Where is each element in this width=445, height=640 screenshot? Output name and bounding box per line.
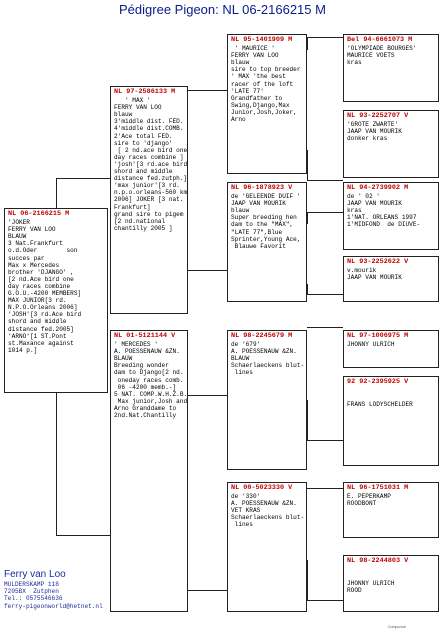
- connector: [307, 37, 343, 38]
- ring-number: NL 00-5023330 V: [231, 484, 293, 492]
- great-grandparent-card: NL 93-2252707 V 'GROTE ZWARTE' JAAP VAN MOURIK donker kras: [343, 110, 439, 178]
- connector: [307, 400, 308, 440]
- footer-credit: Compuclub: [388, 625, 406, 629]
- great-grandparent-card: 92 92-2395925 V FRANS LODYSCHELDER: [343, 376, 439, 466]
- owner-email: ferry-pigeonworld@hetnet.nl: [4, 602, 103, 610]
- connector: [307, 37, 308, 50]
- great-grandparent-card: NL 98-2244803 V JHONNY ULRICH ROOD: [343, 555, 439, 612]
- father-card: NL 97-2586133 M ' MAX ' FERRY VAN LOO blauw 3'middle dist. FED. 4'middle dist.COMB. 2'Ace total FED. sire to 'django' [ 2 nd.ace bird one day races combine ] 'josh'[3 rd.ace bird shord and middle distance fed.zutph.] 'max junior'[3 rd. n.p.o.orleans-560 km 2006] JOKER [3 nat. Frankfurt] grand sire to pigem [2 nd.national chantilly 2005 ]: [110, 86, 188, 314]
- connector: [307, 600, 343, 601]
- connector: [185, 590, 227, 591]
- ring-number: NL 93-2252622 V: [347, 258, 409, 266]
- owner-name: Ferry van Loo: [4, 569, 66, 580]
- ring-number: NL 98-2245679 M: [231, 332, 293, 340]
- great-grandparent-card: NL 96-1751031 M E. PEPERKAMP ROODBONT: [343, 482, 439, 538]
- connector: [307, 440, 343, 441]
- ring-number: Bel 94-6661073 M: [347, 36, 413, 44]
- maternal-grandfather-card: NL 98-2245679 M de '679' A. POESSENAUW &ZN. BLAUW Schaerlaeckens blut- lines: [227, 330, 307, 470]
- connector: [307, 180, 343, 181]
- maternal-grandmother-card: NL 00-5023330 V de '330' A. POESSENAUW &ZN. VET KRAS Schaerlaeckens blut- lines: [227, 482, 307, 612]
- connector: [307, 488, 343, 489]
- ring-number: NL 96-1751031 M: [347, 484, 409, 492]
- ring-number: NL 96-1878923 V: [231, 184, 293, 192]
- connector: [56, 393, 57, 535]
- great-grandparent-card: NL 93-2252622 V v.mourik JAAP VAN MOURIK: [343, 256, 439, 302]
- great-grandparent-card: NL 97-1006975 M JHONNY ULRICH: [343, 330, 439, 368]
- owner-info: Ferry van Loo MULDERSKAMP 118 7205BX Zutphen Tel.: 0575546636 ferry-pigeonworld@hetnet.nl: [4, 569, 103, 610]
- connector: [307, 327, 343, 328]
- ring-number: NL 97-2586133 M: [114, 88, 176, 96]
- mother-card: NL 01-5121144 V ' MERCEDES ' A. POESSENAUW &ZN. BLAUW Breeding wonder dam to Django[2 nd. oneday races comb. 06 -4200 memb.-] 5 NAT. COMP.W.H.Z.B. Max junior,Josh and Arno Granddame to 2nd.Nat.Chantilly: [110, 330, 188, 612]
- connector: [307, 212, 343, 213]
- connector: [307, 560, 308, 600]
- great-grandparent-card: Bel 94-6661073 M 'OLYMPIADE BOURGES' MAURICE VOETS kras: [343, 34, 439, 102]
- connector: [307, 284, 308, 294]
- connector: [56, 178, 110, 179]
- connector: [307, 212, 308, 224]
- connector: [307, 294, 343, 295]
- ring-number: NL 98-2244803 V: [347, 557, 409, 565]
- connector: [185, 270, 227, 271]
- paternal-grandfather-card: NL 95-1401909 M ' MAURICE ' FERRY VAN LOO blauw sire to top breeder ' MAX 'the best racer of the loft 'LATE 77' Grandfather to Swing,Django,Max Junior,Josh,Joker, Arno: [227, 34, 307, 174]
- connector: [56, 178, 57, 208]
- connector: [185, 395, 227, 396]
- subject-pigeon-card: NL 06-2166215 M 'JOKER FERRY VAN LOO BLAUW 3 Nat.Frankfurt o.d.Oder son succes par Max x Mercedes brother 'DJANGO' , [2 nd.Ace bird one day races combine G.O.U.-4200 MEMBERS] MAX JUNIOR[3 rd. N.P.O.Orleans 2006] 'JOSH'[3 rd.Ace bird shord and middle distance fed.2005] 'ARNO'[1 ST.Pont st.Maxance against 1014 p.]: [4, 208, 108, 393]
- great-grandparent-card: NL 94-2739902 M de ' 02 ' JAAP VAN MOURIK kras 1'NAT. ORLEANS 1997 1'MIDFOND de DIUVE-: [343, 182, 439, 250]
- paternal-grandmother-card: NL 96-1878923 V de 'GELEENDE DUIF ' JAAP VAN MOURIK blauw Super breeding hen dam to the "MAX", "LATE 77",Blue Sprinter,Young Ace, Blauwe Favorit: [227, 182, 307, 302]
- ring-number: NL 06-2166215 M: [8, 210, 70, 218]
- ring-number: NL 97-1006975 M: [347, 332, 409, 340]
- ring-number: NL 01-5121144 V: [114, 332, 176, 340]
- page-title: Pédigree Pigeon: NL 06-2166215 M: [119, 2, 326, 17]
- ring-number: NL 93-2252707 V: [347, 112, 409, 120]
- connector: [185, 90, 227, 91]
- connector: [307, 150, 308, 180]
- ring-number: NL 95-1401909 M: [231, 36, 293, 44]
- ring-number: NL 94-2739902 M: [347, 184, 409, 192]
- connector: [56, 535, 110, 536]
- ring-number: 92 92-2395925 V: [347, 378, 409, 386]
